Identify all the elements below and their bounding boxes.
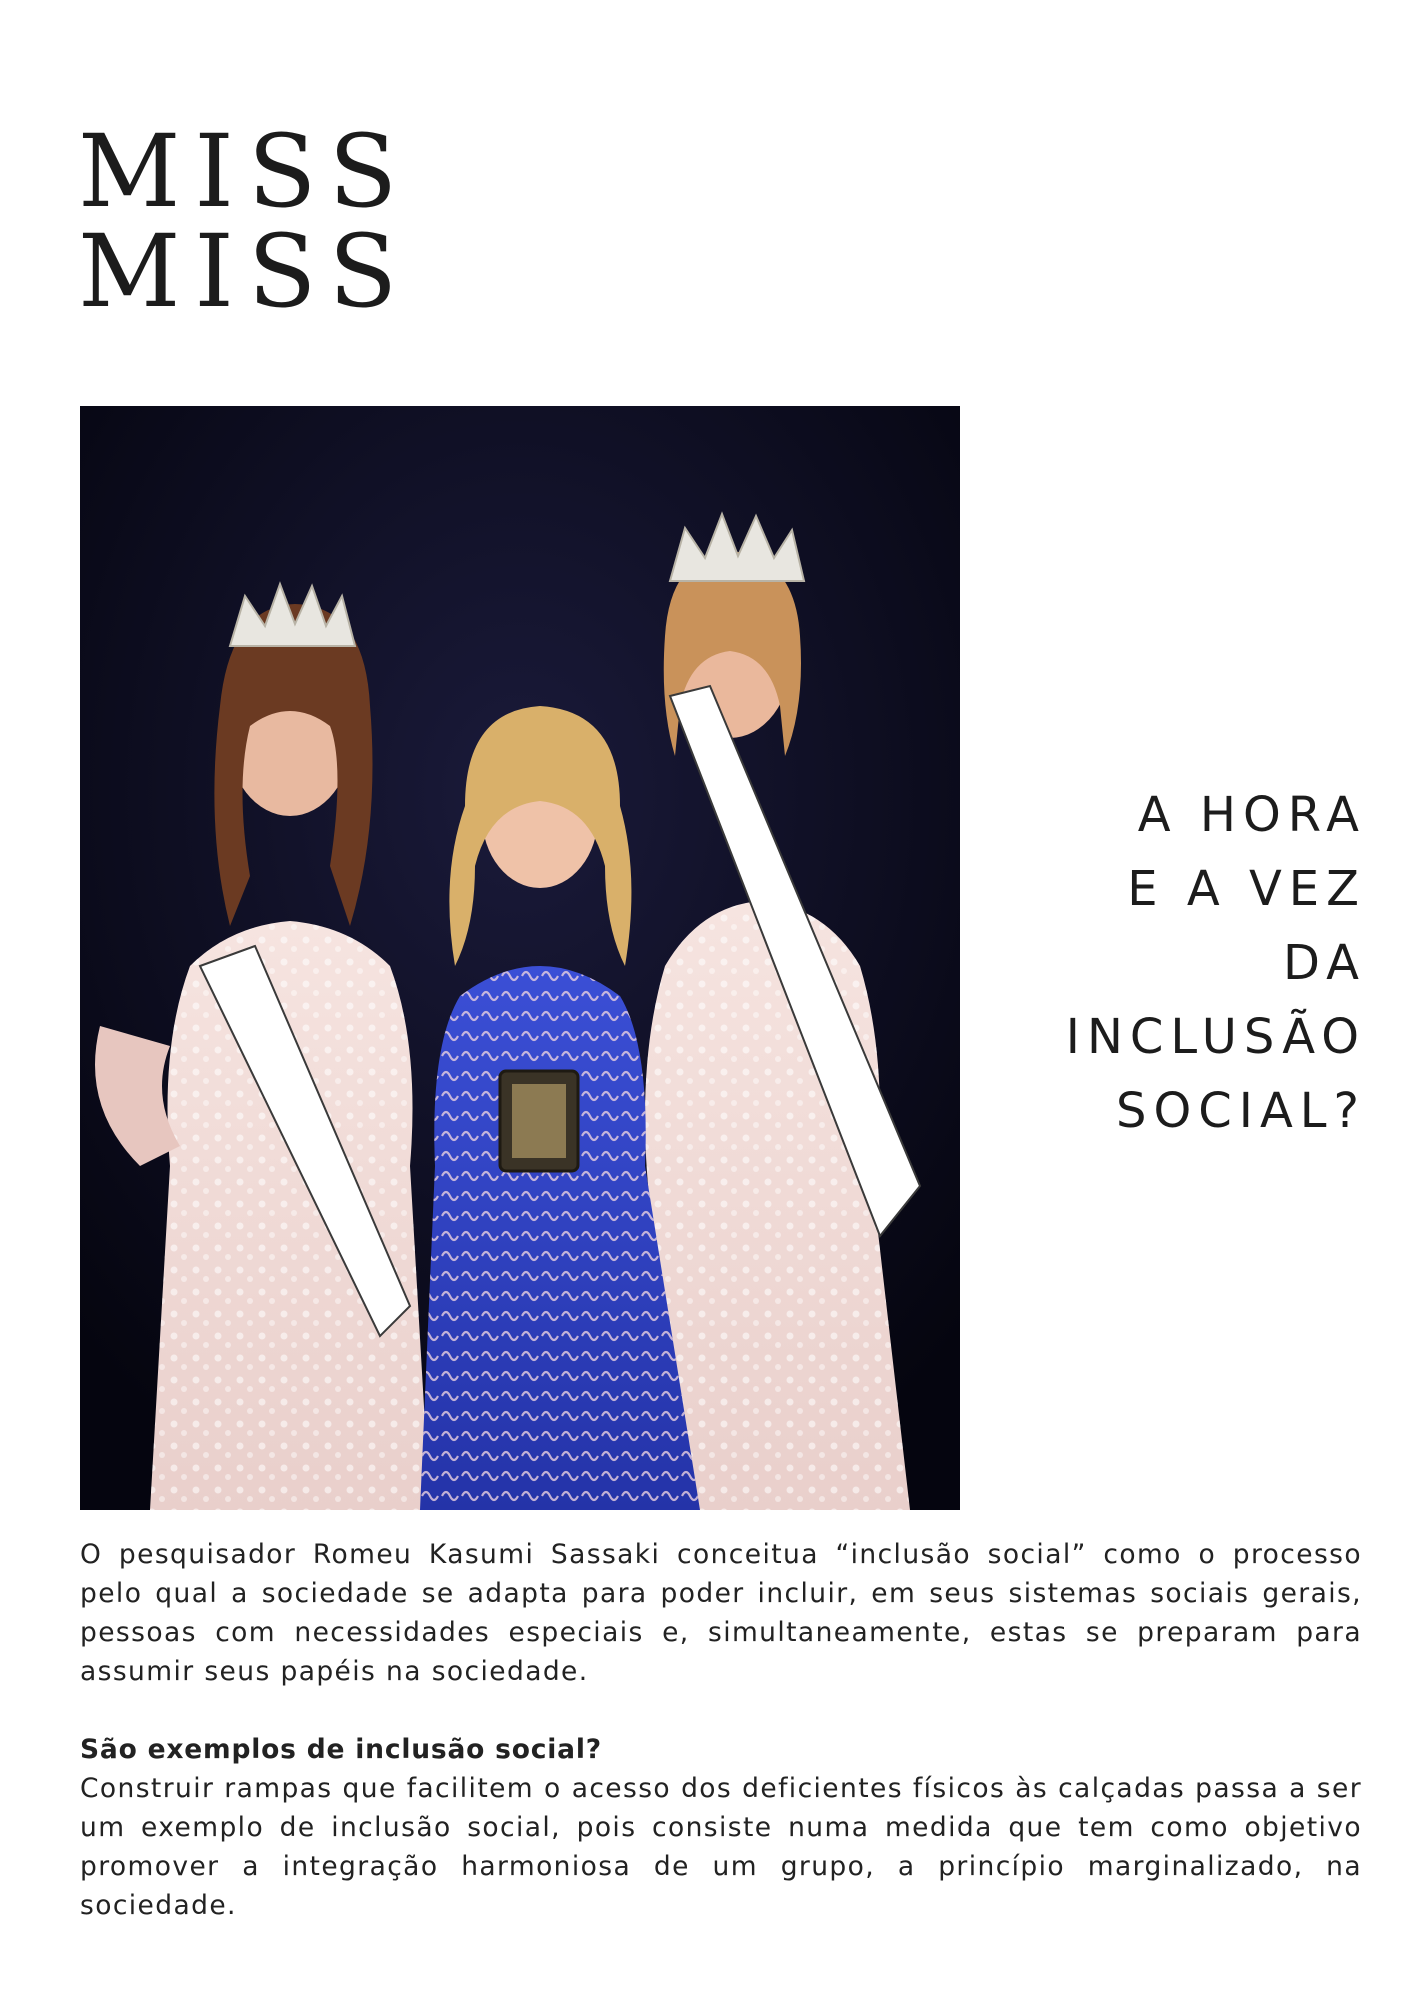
article-paragraph-2: Construir rampas que facilitem o acesso dos deficientes físicos às calçadas passa a ser um exemplo de inclusão social, pois consiste numa medida que tem como objetivo promover a integração harmoniosa de um grupo, a princípio marginalizado, na sociedade. <box>80 1773 1362 1921</box>
headline <box>966 778 1366 1148</box>
headline-line-2: E A VEZ <box>1127 861 1366 917</box>
headline-line-1: A HORA <box>1137 787 1366 843</box>
headline-line-4: INCLUSÃO <box>1065 1009 1366 1065</box>
article-body <box>80 1535 1362 1925</box>
masthead <box>78 113 412 330</box>
masthead-line-2: MISS <box>78 213 412 330</box>
pageant-photo-illustration <box>80 406 960 1510</box>
pageant-photo <box>80 406 960 1510</box>
masthead-line-1: MISS <box>78 113 412 230</box>
article-subheading: São exemplos de inclusão social? <box>80 1734 602 1765</box>
article-paragraph-1: O pesquisador Romeu Kasumi Sassaki conceitua “inclusão social” como o processo pelo qual a sociedade se adapta para poder incluir, em seus sistemas sociais gerais, pessoas com necessidades especiais e, simultaneamente, estas se preparam para assumir seus papéis na sociedade. <box>80 1539 1362 1687</box>
headline-line-5: SOCIAL? <box>1116 1083 1366 1139</box>
headline-line-3: DA <box>1283 935 1366 991</box>
